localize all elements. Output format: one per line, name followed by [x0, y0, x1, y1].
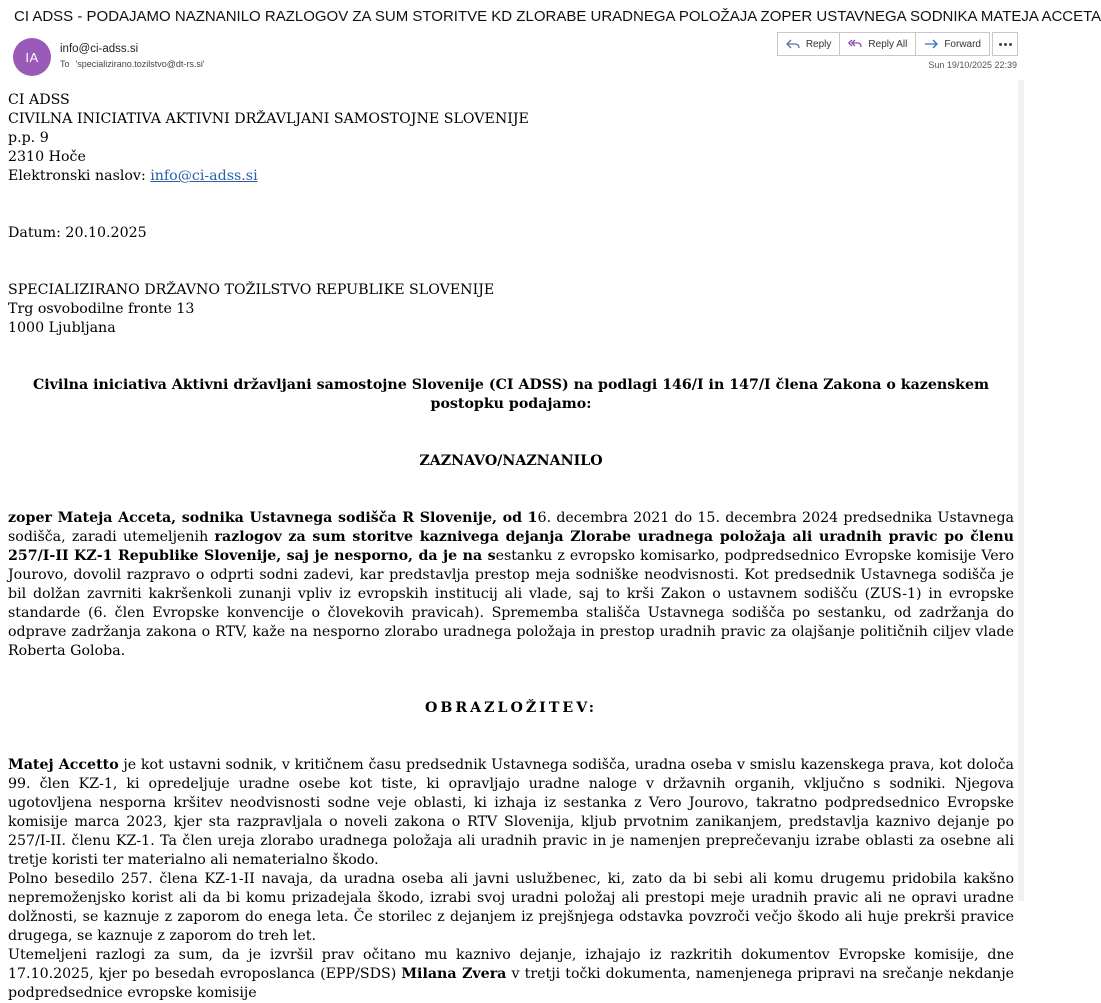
email-label: Elektronski naslov: — [8, 168, 151, 184]
paragraph-explanation: Matej Accetto je kot ustavni sodnik, v kritičnem času predsednik Ustavnega sodišča, uradna oseba v smislu kazenskega prava, kot določa 99. člen KZ-1, ki opredeljuje uradne osebe kot tiste, ki opravljajo uradne naloge v državnih organih, vključno s sodniki. Njegova ugotovljena nesporna kršitev neodvisnosti sodne veje oblasti, ki izhaja iz sestanka z Vero Jourovo, takratno podpredsednico Evropske komisije marca 2023, kjer sta razpravljala o noveli zakona o RTV Slovenija, kljub prvotnim zanikanjem, predstavlja kaznivo dejanje po 257/I-II. členu KZ-1. Ta člen ureja zlorabo uradnega položaja ali uradnih pravic in je namenjen preprečevanju izrabe oblasti za osebne ali tretje koristi ter materialno ali nematerialno škodo. — [8, 757, 1014, 868]
forward-icon — [924, 38, 938, 50]
email-link[interactable]: info@ci-adss.si — [150, 168, 258, 184]
recipient-address[interactable]: 'specializirano.tozilstvo@dt-rs.si' — [75, 59, 205, 69]
more-actions-button[interactable] — [992, 32, 1018, 56]
reply-icon — [786, 38, 800, 50]
email-subject: CI ADSS - PODAJAMO NAZNANILO RAZLOGOV ZA SUM STORITVE KD ZLORABE URADNEGA POLOŽAJA ZOPER USTAVNEGA SODNIKA MATEJA ACCETA — [14, 8, 1101, 25]
email-line — [8, 167, 1014, 186]
intro-paragraph: Civilna iniciativa Aktivni državljani samostojne Slovenije (CI ADSS) na podlagi 146/I in 147/I člena Zakona o kazenskem postopku podajamo: — [32, 377, 990, 412]
reply-button[interactable] — [777, 32, 841, 56]
paragraph-article-257: Polno besedilo 257. člena KZ-1-II navaja, da uradna oseba ali javni uslužbenec, ki, zato da bi sebi ali komu drugemu pridobila kakšno nepremoženjsko korist ali da bi komu prizadejala škodo, izrabi svoj uradni položaj ali prestopi meje uradnih pravic ali ne opravi uradne dolžnosti, se kaznuje z zaporom do enega leta. Če storilec z dejanjem iz prejšnjega odstavka povzroči večjo škodo ali huje prekrši pravice drugega, se kaznuje z zaporom do treh let. — [8, 871, 1014, 944]
reply-all-button[interactable] — [839, 32, 916, 56]
sender-line: CI ADSS — [8, 92, 70, 108]
message-body — [8, 91, 1014, 1003]
date-line: Datum: 20.10.2025 — [8, 225, 147, 241]
message-actions — [778, 32, 990, 56]
forward-label: Forward — [944, 38, 981, 50]
heading-obrazlozitev: OBRAZLOŽITEV: — [424, 700, 598, 716]
scrollbar[interactable] — [1018, 80, 1024, 901]
sender-line: 2310 Hoče — [8, 149, 86, 165]
heading-naznanilo: ZAZNAVO/NAZNANILO — [419, 453, 603, 469]
sender-line: p.p. 9 — [8, 130, 49, 146]
to-label: To — [60, 59, 70, 69]
more-icon — [999, 43, 1002, 46]
reply-all-label: Reply All — [868, 38, 908, 50]
paragraph-grounds: Utemeljeni razlogi za sum, da je izvršil prav očitano mu kaznivo dejanje, izhajajo iz razkritih dokumentov Evropske komisije, dne 17.10.2025, kjer po besedah evroposlanca (EPP/SDS) Milana Zvera v tretji točki dokumenta, namenjenega pripravi na srečanje nekdanje podpredsednice evropske komisije — [8, 947, 1014, 1001]
sender-address[interactable]: info@ci-adss.si — [60, 43, 139, 55]
recipient-line: 1000 Ljubljana — [8, 320, 116, 336]
received-date: Sun 19/10/2025 22:39 — [928, 60, 1017, 70]
sender-line: CIVILNA INICIATIVA AKTIVNI DRŽAVLJANI SAMOSTOJNE SLOVENIJE — [8, 111, 529, 127]
reply-all-icon — [848, 38, 862, 50]
recipient-line: SPECIALIZIRANO DRŽAVNO TOŽILSTVO REPUBLIKE SLOVENIJE — [8, 282, 495, 298]
recipient-line — [60, 59, 205, 69]
recipient-line: Trg osvobodilne fronte 13 — [8, 301, 195, 317]
sender-avatar[interactable]: IA — [13, 38, 51, 76]
paragraph-accusation: zoper Mateja Acceta, sodnika Ustavnega sodišča R Slovenije, od 16. decembra 2021 do 15. decembra 2024 predsednika Ustavnega sodišča, zaradi utemeljenih razlogov za sum storitve kaznivega dejanja Zlorabe uradnega položaja ali uradnih pravic po členu 257/I-II KZ-1 Republike Slovenije, saj je nesporno, da je na sestanku z evropsko komisarko, podpredsednico Evropske komisije Vero Jourovo, dovolil razpravo o odprti sodni zadevi, kar predstavlja prestop meja sodniške neodvisnosti. Kot predsednik Ustavnega sodišča je bil dolžan zavrniti kakršenkoli zunanji vpliv iz evropskih institucij ali vlade, saj to krši Zakon o ustavnem sodišču (ZUS-1) in evropske standarde (6. člen Evropske konvencije o človekovih pravicah). Sprememba stališča Ustavnega sodišča po sestanku, od zadržanja do odprave zadržanja zakona o RTV, kaže na nesporno zlorabo uradnega položaja in prestop uradnih pravic za olajšanje političnih ciljev vlade Roberta Goloba. — [8, 510, 1014, 659]
forward-button[interactable] — [915, 32, 990, 56]
reply-label: Reply — [805, 38, 832, 50]
